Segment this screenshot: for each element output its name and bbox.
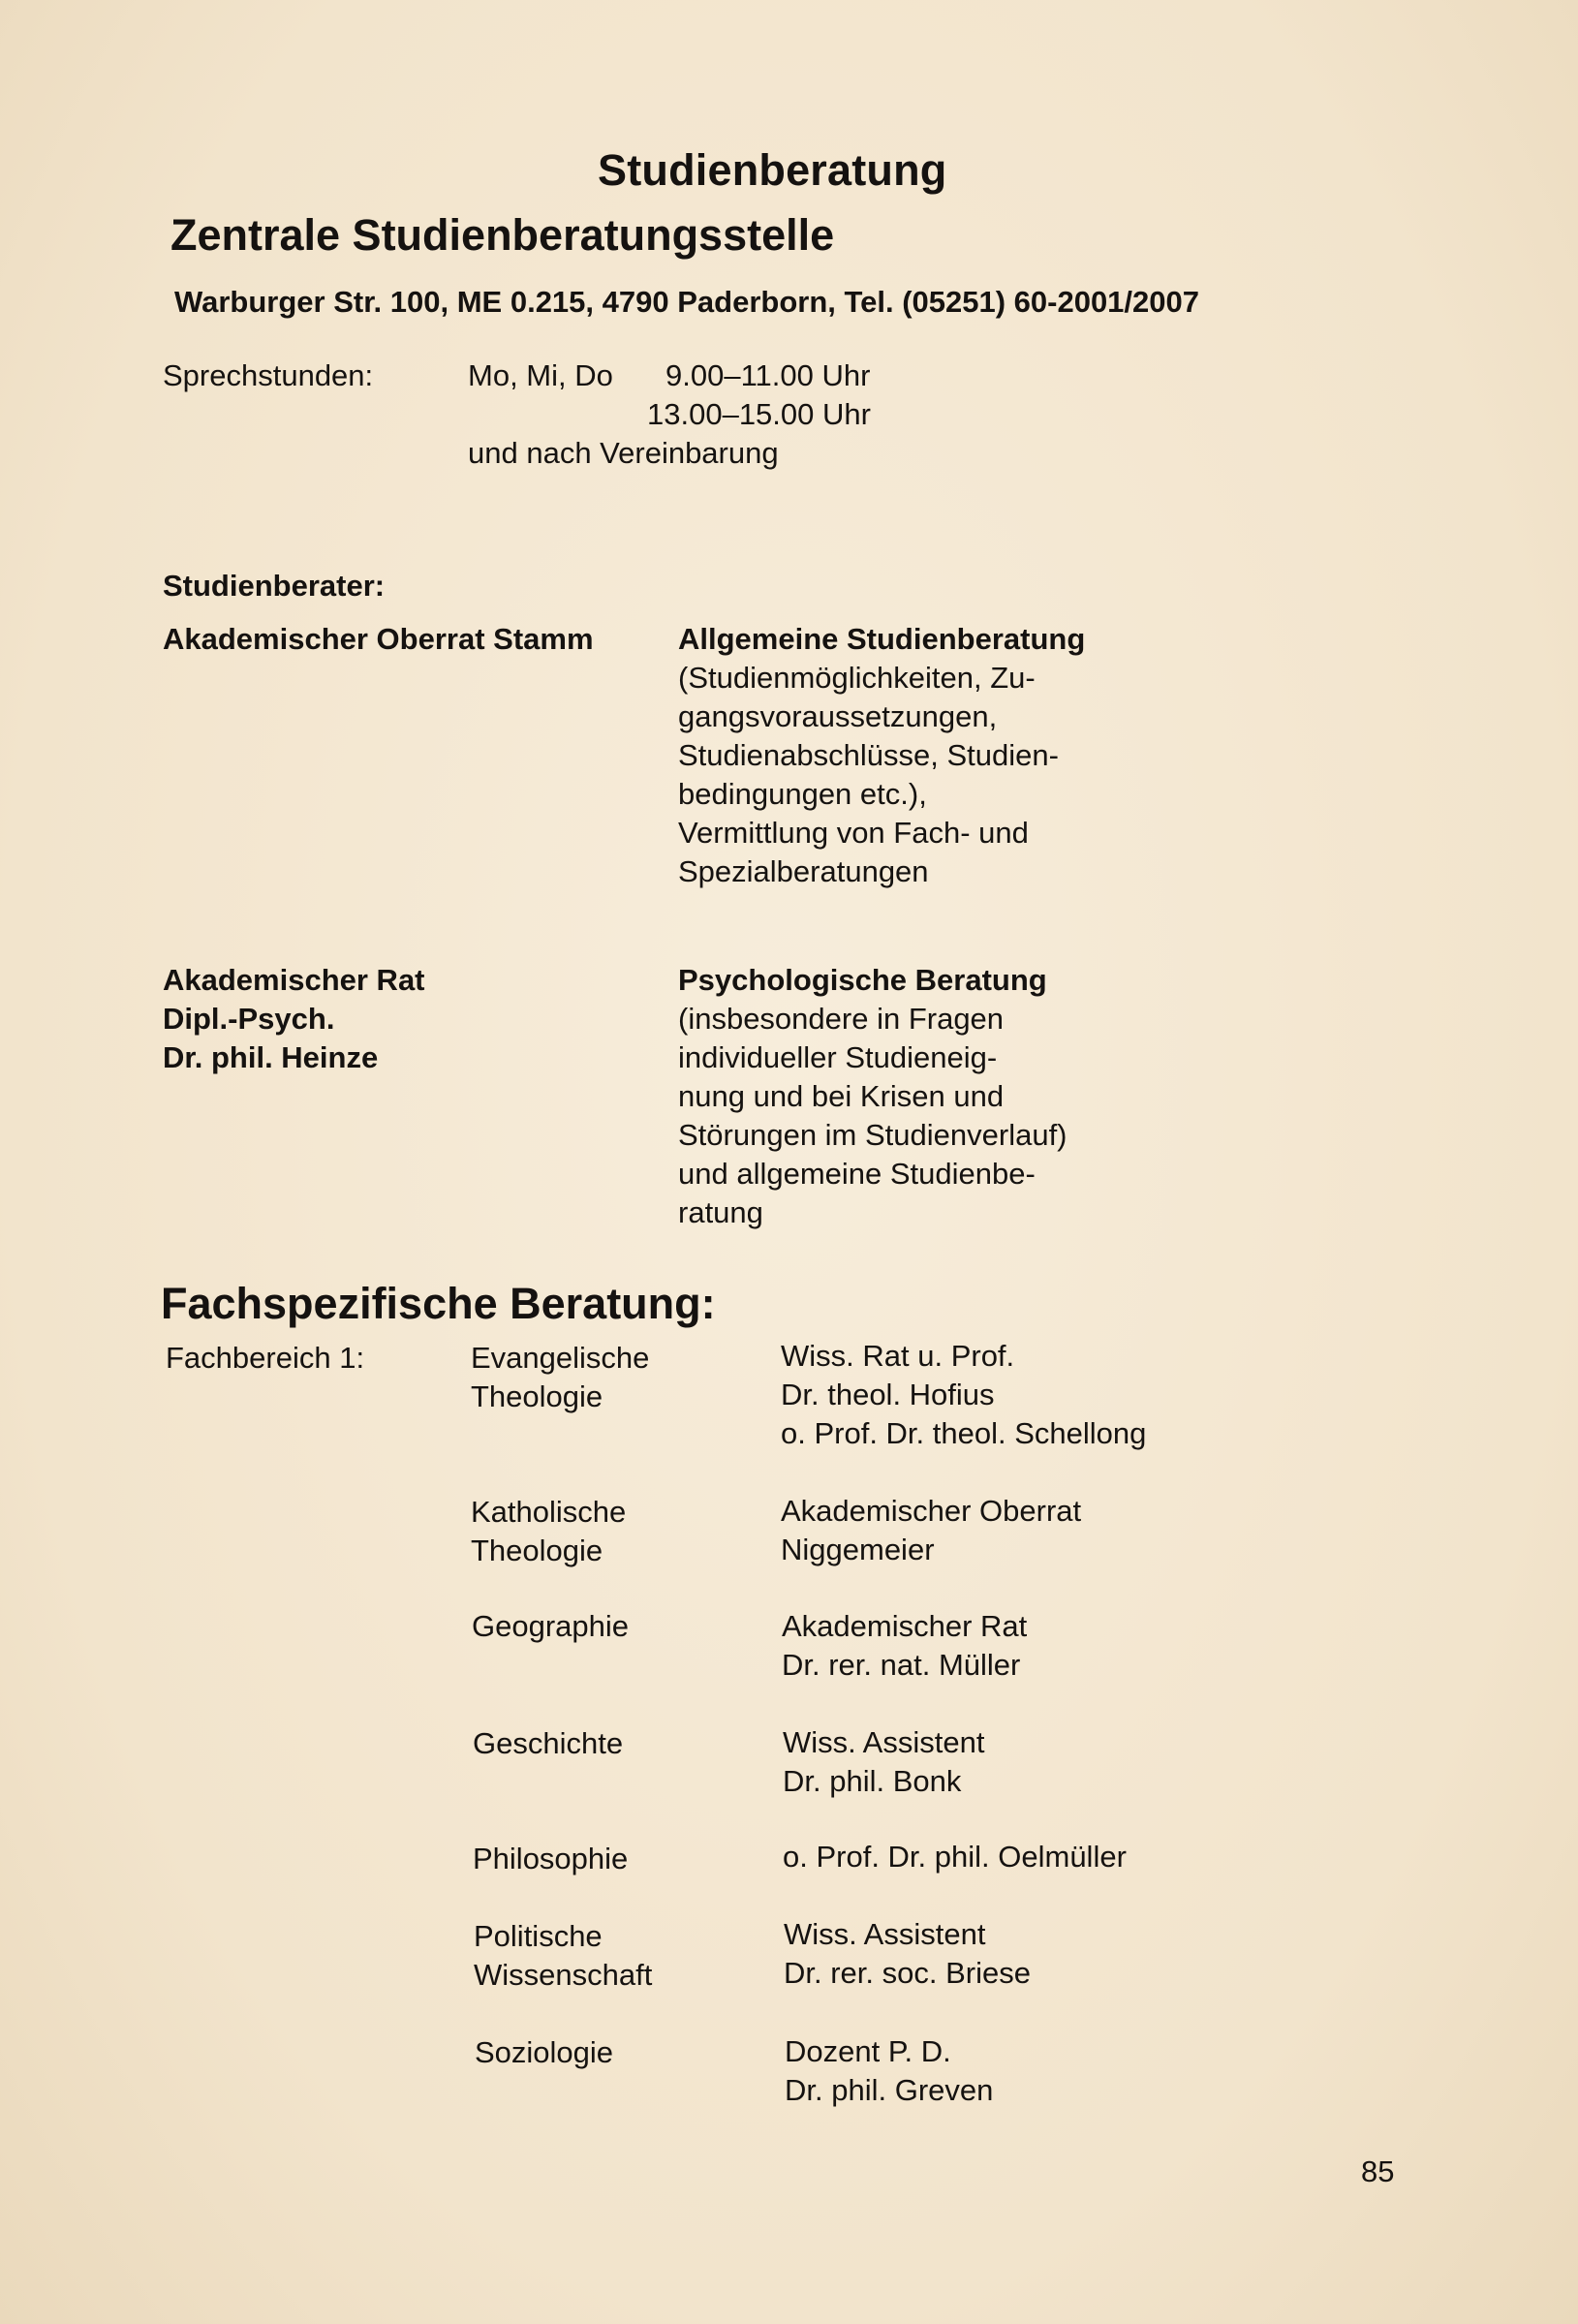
subject bbox=[472, 1607, 629, 1646]
advisor-description bbox=[678, 961, 1067, 1232]
page-title: Studienberatung bbox=[598, 145, 947, 195]
subject-advisor bbox=[781, 1492, 1081, 1569]
advisor-name bbox=[163, 961, 425, 1077]
subject-advisor bbox=[784, 1915, 1031, 1993]
subject bbox=[471, 1339, 649, 1416]
advisor-line: o. Prof. Dr. phil. Oelmüller bbox=[783, 1840, 1127, 1874]
advisor-line: Wiss. Assistent bbox=[784, 1917, 986, 1951]
advisor-line: Wiss. Rat u. Prof. bbox=[781, 1339, 1015, 1373]
advisors-label: Studienberater: bbox=[163, 569, 386, 603]
advisor-desc-line: gangsvoraussetzungen, bbox=[678, 699, 998, 733]
advisor-line: Dr. rer. nat. Müller bbox=[782, 1648, 1021, 1682]
fachbereich-label: Fachbereich 1: bbox=[166, 1341, 365, 1375]
subject bbox=[474, 1917, 652, 1995]
advisor-desc-line: Spezialberatungen bbox=[678, 854, 929, 888]
subject-advisor bbox=[781, 1337, 1146, 1453]
subject bbox=[471, 1493, 626, 1570]
subject-line: Politische bbox=[474, 1919, 603, 1953]
hours-days: Mo, Mi, Do bbox=[468, 358, 613, 392]
address-line: Warburger Str. 100, ME 0.215, 4790 Paderborn, Tel. (05251) 60-2001/2007 bbox=[174, 285, 1199, 319]
advisor-desc-line: Vermittlung von Fach- und bbox=[678, 816, 1029, 850]
advisor-description bbox=[678, 620, 1085, 891]
advisor-topic: Allgemeine Studienberatung bbox=[678, 622, 1086, 656]
subject-line: Evangelische bbox=[471, 1341, 650, 1375]
advisor-line: Dr. rer. soc. Briese bbox=[784, 1956, 1031, 1990]
advisor-desc-line: nung und bei Krisen und bbox=[678, 1079, 1005, 1113]
subject-line: Geschichte bbox=[473, 1726, 624, 1760]
subject-advisor bbox=[785, 2032, 993, 2110]
subject-line: Theologie bbox=[471, 1379, 603, 1413]
subject-line: Geographie bbox=[472, 1609, 630, 1643]
advisor-name bbox=[163, 620, 594, 659]
advisor-line: o. Prof. Dr. theol. Schellong bbox=[781, 1416, 1147, 1450]
subject-line: Katholische bbox=[471, 1495, 627, 1529]
subject bbox=[475, 2033, 613, 2072]
page-subtitle: Zentrale Studienberatungsstelle bbox=[170, 210, 835, 260]
subject-advisor bbox=[782, 1607, 1027, 1685]
advisor-desc-line: (Studienmöglichkeiten, Zu- bbox=[678, 661, 1036, 695]
page-number: 85 bbox=[1361, 2154, 1395, 2188]
advisor-name-line: Akademischer Oberrat Stamm bbox=[163, 622, 594, 656]
advisor-line: Dozent P. D. bbox=[785, 2034, 951, 2068]
advisor-desc-line: und allgemeine Studienbe- bbox=[678, 1157, 1036, 1191]
advisor-line: Niggemeier bbox=[781, 1533, 935, 1566]
advisor-desc-line: Störungen im Studienverlauf) bbox=[678, 1118, 1067, 1152]
subject-line: Philosophie bbox=[473, 1842, 629, 1875]
advisor-name-line: Dipl.-Psych. bbox=[163, 1002, 335, 1036]
subject bbox=[473, 1724, 623, 1763]
hours-time-2: 13.00–15.00 Uhr bbox=[647, 397, 871, 431]
subject-line: Wissenschaft bbox=[474, 1958, 653, 1992]
advisor-topic: Psychologische Beratung bbox=[678, 963, 1047, 997]
advisor-line: Dr. theol. Hofius bbox=[781, 1378, 995, 1411]
advisor-line: Dr. phil. Greven bbox=[785, 2073, 994, 2107]
advisor-line: Akademischer Oberrat bbox=[781, 1494, 1082, 1528]
hours-time-1: 9.00–11.00 Uhr bbox=[665, 358, 871, 392]
subject-advisor bbox=[783, 1838, 1127, 1876]
hours-note: und nach Vereinbarung bbox=[468, 436, 779, 470]
advisor-desc-line: (insbesondere in Fragen bbox=[678, 1002, 1005, 1036]
advisor-desc-line: ratung bbox=[678, 1195, 763, 1229]
advisor-name-line: Dr. phil. Heinze bbox=[163, 1040, 379, 1074]
advisor-line: Akademischer Rat bbox=[782, 1609, 1028, 1643]
advisor-name-line: Akademischer Rat bbox=[163, 963, 425, 997]
advisor-line: Wiss. Assistent bbox=[783, 1725, 985, 1759]
advisor-desc-line: bedingungen etc.), bbox=[678, 777, 927, 811]
section-heading: Fachspezifische Beratung: bbox=[161, 1279, 716, 1328]
subject-line: Soziologie bbox=[475, 2035, 614, 2069]
hours-label: Sprechstunden: bbox=[163, 358, 374, 392]
subject bbox=[473, 1840, 628, 1878]
subject-advisor bbox=[783, 1723, 984, 1801]
subject-line: Theologie bbox=[471, 1534, 603, 1567]
advisor-desc-line: individueller Studieneig- bbox=[678, 1040, 998, 1074]
advisor-line: Dr. phil. Bonk bbox=[783, 1764, 962, 1798]
advisor-desc-line: Studienabschlüsse, Studien- bbox=[678, 738, 1059, 772]
